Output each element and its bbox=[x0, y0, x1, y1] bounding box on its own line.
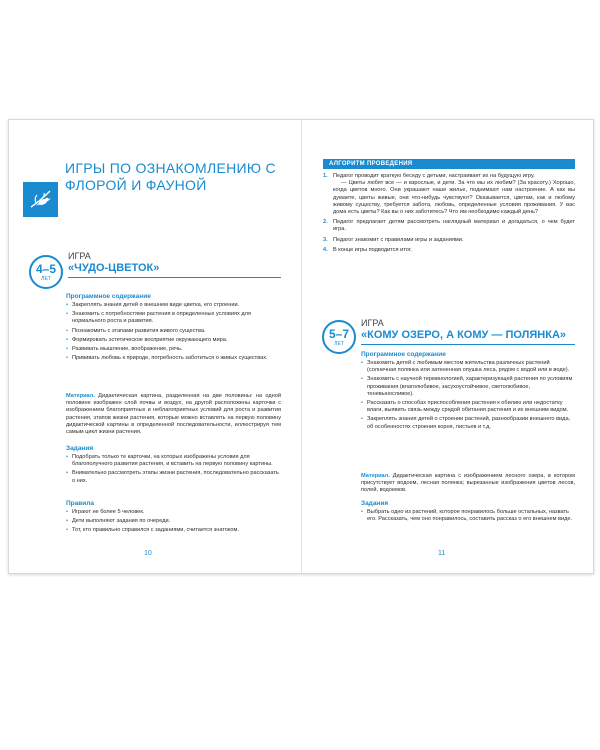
list-item: • Познакомить с этапами развития живого существа. bbox=[66, 328, 281, 335]
algorithm-title: АЛГОРИТМ ПРОВЕДЕНИЯ bbox=[329, 161, 413, 167]
age-unit: ЛЕТ bbox=[334, 341, 344, 347]
age-range: 4–5 bbox=[35, 262, 57, 276]
list-item: • Тот, кто правильно справился с заданиями, считается знатоком. bbox=[66, 527, 281, 534]
list-item: • Играют не более 5 человек. bbox=[66, 509, 281, 516]
step-item bbox=[323, 173, 575, 216]
rules-list bbox=[66, 509, 281, 537]
step-number: 2. bbox=[323, 219, 328, 226]
algorithm-steps bbox=[323, 173, 575, 257]
step-item bbox=[323, 237, 575, 244]
game-heading bbox=[361, 318, 575, 345]
program-content-heading: Программное содержание bbox=[66, 293, 151, 300]
list-item: • Выбрать одно из растений, которое понравилось больше остальных, назвать его. Рассказать, чем оно понравилось, составить рассказ о его внешнем виде. bbox=[361, 509, 575, 523]
game-heading bbox=[68, 251, 281, 278]
program-content-heading: Программное содержание bbox=[361, 351, 446, 358]
step-number: 1. bbox=[323, 173, 328, 179]
list-item: • Знакомить детей с любимым местом жительства различных растений (солнечная полянка или затененная опушка леса, рядом с водой или в воде). bbox=[361, 360, 575, 374]
tasks-heading: Задания bbox=[66, 445, 94, 452]
step-text: Педагог проводит краткую беседу с детьми, настраивает их на будущую игру. bbox=[333, 173, 535, 179]
right-page bbox=[302, 120, 593, 573]
step-text: Педагог знакомит с правилами игры и заданиями. bbox=[333, 236, 464, 243]
step-item bbox=[323, 219, 575, 233]
tasks-list bbox=[361, 509, 575, 525]
bird-branch-icon bbox=[28, 187, 53, 212]
age-range: 5–7 bbox=[328, 327, 350, 341]
list-item: • Закреплять знания детей о внешнем виде цветка, его строении. bbox=[66, 302, 281, 309]
step-number: 4. bbox=[323, 246, 328, 253]
material-label: Материал. bbox=[361, 473, 390, 479]
material-label: Материал. bbox=[66, 393, 95, 399]
list-item: • Подобрать только те карточки, на которых изображены условия для благополучного развития растения, и вставить на первую половину картины. bbox=[66, 454, 281, 468]
list-item: • Закреплять знания детей о строении растений, разнообразии внешнего вида, об особенностях строения корня, листьев и т.д. bbox=[361, 416, 575, 430]
step-item bbox=[323, 247, 575, 254]
list-item: • Дети выполняют задания по очереди. bbox=[66, 518, 281, 525]
chapter-title: ИГРЫ ПО ОЗНАКОМЛЕНИЮ С ФЛОРОЙ И ФАУНОЙ bbox=[65, 160, 276, 193]
algorithm-banner bbox=[323, 159, 575, 169]
list-item: • Развивать мышление, воображение, речь. bbox=[66, 346, 281, 353]
program-content-list bbox=[361, 360, 575, 433]
tasks-list bbox=[66, 454, 281, 487]
material-paragraph bbox=[66, 393, 281, 436]
age-badge bbox=[322, 320, 356, 354]
list-item: • Знакомить с научной терминологией, характеризующей растения по условиям проживания (влаголюбивое, засухоустойчивое, светолюбивое, теневыносливое). bbox=[361, 376, 575, 398]
page-number: 11 bbox=[438, 550, 446, 557]
tasks-heading: Задания bbox=[361, 500, 389, 507]
title-underline bbox=[68, 277, 281, 278]
material-text: Дидактическая картина с изображением лесного озера, в котором присутствует водоем, лесная полянка; вырезанные изображения цветов лесов, полей, водоемов. bbox=[361, 473, 575, 494]
program-content-list bbox=[66, 302, 281, 364]
list-item: • Прививать любовь к природе, потребность заботиться о живых существах. bbox=[66, 355, 281, 362]
step-text: В конце игры подводится итог. bbox=[333, 246, 412, 253]
game-label: ИГРА bbox=[361, 318, 384, 328]
age-badge bbox=[29, 255, 63, 289]
open-book-spread bbox=[8, 119, 594, 574]
step-number: 3. bbox=[323, 236, 328, 243]
list-item: • Формировать эстетическое восприятие окружающего мира. bbox=[66, 337, 281, 344]
list-item: • Внимательно рассмотреть этапы жизни растения, последовательно рассказать о них. bbox=[66, 470, 281, 484]
page-number: 10 bbox=[144, 550, 152, 557]
left-page bbox=[9, 120, 301, 573]
game-title: «КОМУ ОЗЕРО, А КОМУ — ПОЛЯНКА» bbox=[361, 329, 567, 341]
title-underline bbox=[361, 344, 575, 345]
material-paragraph bbox=[361, 473, 575, 495]
game-label: ИГРА bbox=[68, 251, 91, 261]
chapter-icon-block bbox=[23, 182, 58, 217]
step-dialogue: — Цветы любят все — и взрослые, и дети. За что мы их любим? (За красоту.) Хорошо, когда цветов много. Они украшают наше жилье, поднимают нам настроение. А как вы думаете, цветы живые, они что-нибудь чувствуют? Оказывается, цветам, как и любому живому существу, требуется забота, любовь, определенные условия проживания. У вас дома есть цветы? Как вы о них заботитесь? Что им необходимо каждый день? bbox=[333, 180, 575, 216]
rules-heading: Правила bbox=[66, 500, 94, 507]
list-item: • Знакомить с потребностями растения в определенных условиях для нормального роста и развития. bbox=[66, 311, 281, 325]
list-item: • Рассказать о способах приспособления растения к обилию или недостатку влаги, выявить связь между средой обитания растения и их внешним видом. bbox=[361, 400, 575, 414]
step-text: Педагог предлагает детям рассмотреть наглядный материал и догадаться, о чем будет игра. bbox=[333, 219, 575, 233]
age-unit: ЛЕТ bbox=[41, 276, 51, 282]
game-title: «ЧУДО-ЦВЕТОК» bbox=[68, 262, 160, 274]
material-text: Дидактическая картина, разделенная на две половины: на одной половине изображен слой почвы и воздух, на другой расположены карточки с изображением благоприятных и неблагоприятных условий для роста и развития растения, этапов жизни растения, которые можно вставлять на первую половину дидактической картины в определенной последовательности, иллюстрируя тем самым цикл жизни растения. bbox=[66, 393, 282, 436]
